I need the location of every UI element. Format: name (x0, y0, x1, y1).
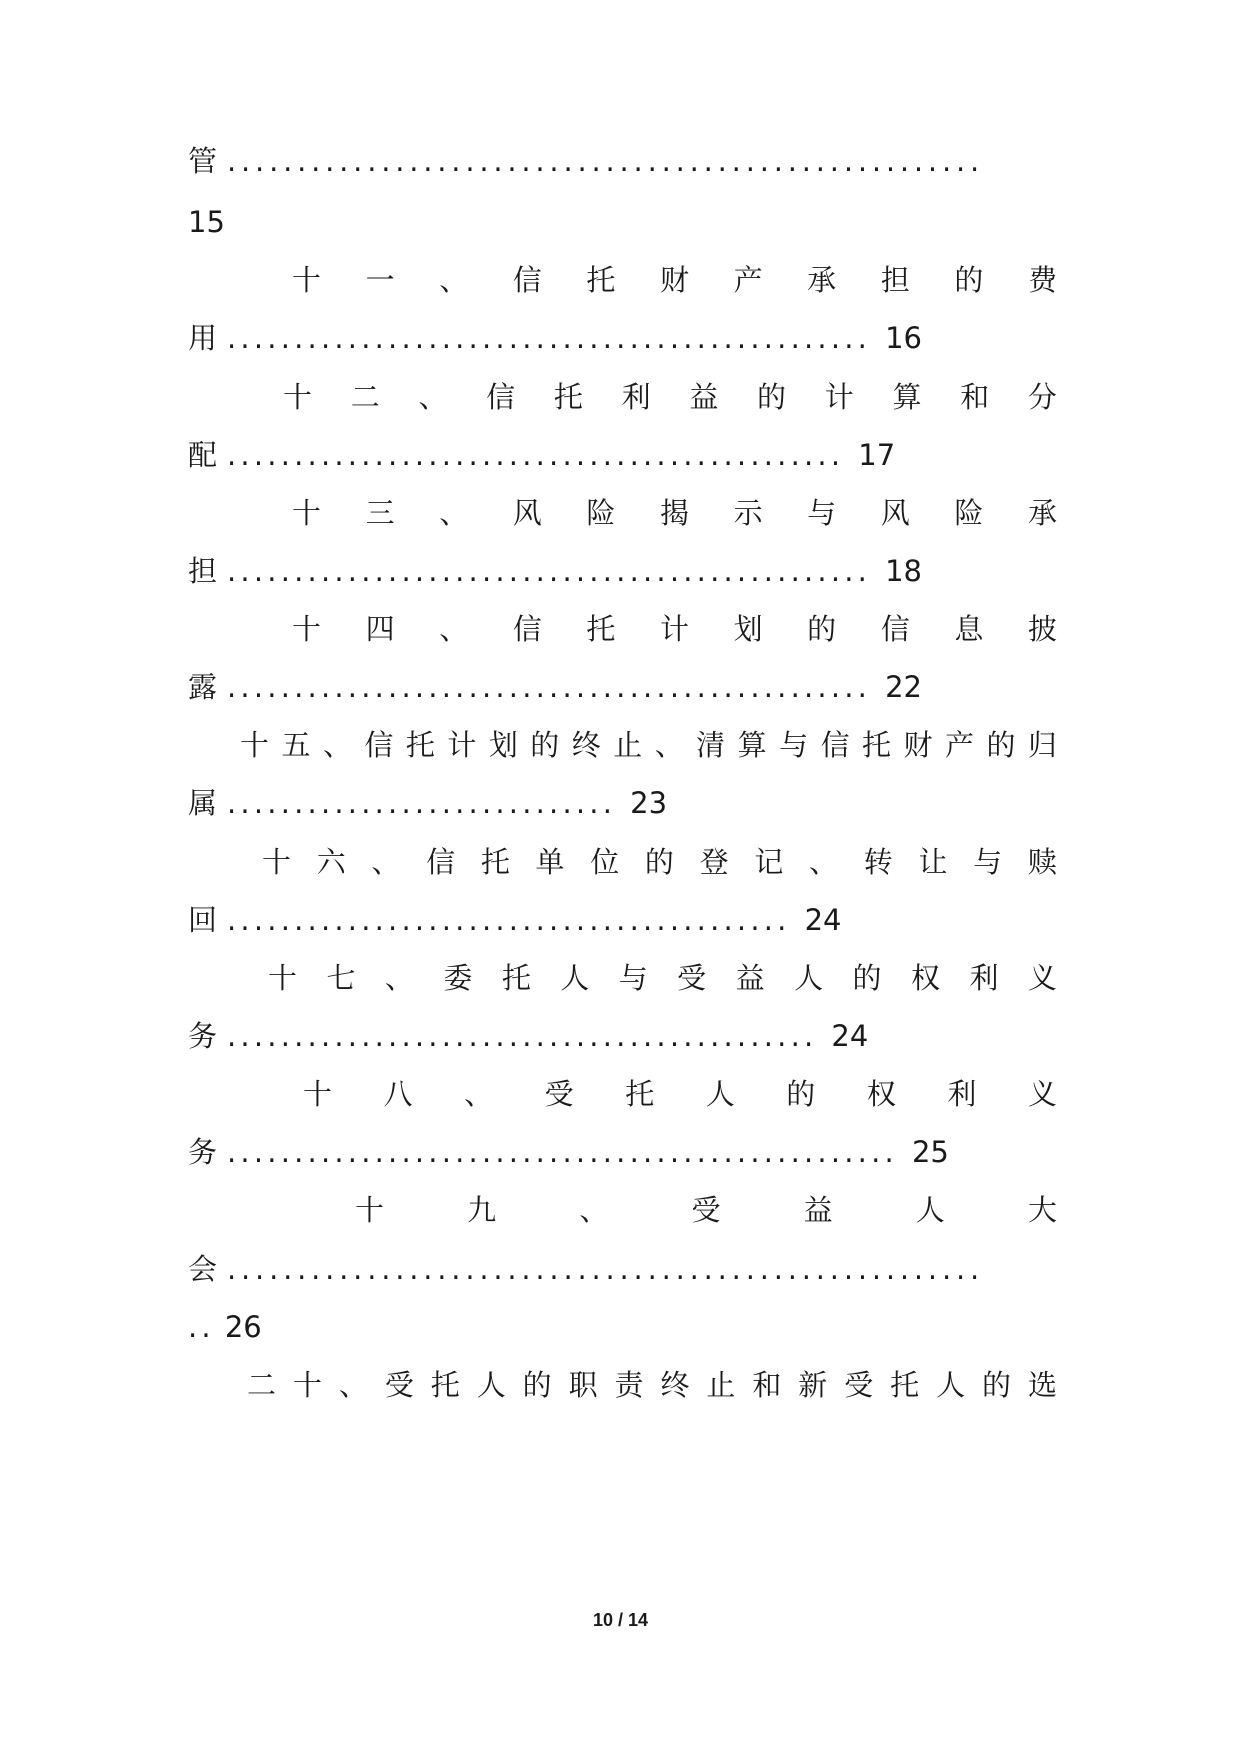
toc-title-char: 义 (1027, 1077, 1057, 1111)
page-footer (0, 1610, 1241, 1631)
toc-title-char: 、 (809, 845, 839, 879)
toc-title-char: 计 (447, 728, 477, 762)
toc-entry-title (355, 1190, 1057, 1230)
toc-title-char: 义 (1027, 961, 1057, 995)
toc-title-tail: 务 (188, 1019, 218, 1053)
toc-title-char: 转 (863, 845, 893, 879)
toc-title-char: 的 (757, 380, 787, 414)
toc-title-char: 止 (613, 728, 643, 762)
toc-title-char: 托 (625, 1077, 655, 1111)
toc-title-char: 益 (689, 380, 719, 414)
toc-title-char: 信 (512, 612, 542, 646)
toc-title-char: 十 (283, 380, 313, 414)
toc-title-char: 算 (737, 728, 767, 762)
toc-title-char: 托 (405, 728, 435, 762)
toc-title-char: 人 (794, 961, 824, 995)
toc-title-char: 归 (1027, 728, 1057, 762)
toc-line (188, 1249, 1057, 1289)
toc-leader-dots: .............................................. (227, 438, 845, 472)
toc-title-char: 止 (706, 1368, 736, 1402)
toc-page-number: 18 (885, 554, 922, 588)
toc-title-char: 委 (443, 961, 473, 995)
toc-title-char: 、 (654, 728, 684, 762)
toc-title-char: 、 (322, 728, 352, 762)
toc-title-char: 受 (384, 1368, 414, 1402)
toc-title-tail: 务 (188, 1135, 218, 1169)
toc-title-char: 的 (530, 728, 560, 762)
toc-title-char: 费 (1027, 263, 1057, 297)
toc-page-number: 16 (885, 321, 922, 355)
toc-title-char: 披 (1027, 612, 1057, 646)
toc-leader-dots: .................................................. (227, 1135, 898, 1169)
toc-entry-title (303, 1074, 1057, 1114)
toc-title-char: 风 (512, 496, 542, 530)
toc-title-char: 风 (880, 496, 910, 530)
toc-title-char: 十 (292, 1368, 322, 1402)
toc-title-char: 信 (364, 728, 394, 762)
toc-page-number: 22 (885, 670, 922, 704)
toc-entry-title (247, 1365, 1057, 1405)
toc-title-tail: 管 (188, 144, 218, 178)
toc-title-char: 、 (439, 263, 469, 297)
toc-line (188, 1016, 1057, 1056)
toc-title-char: 产 (944, 728, 974, 762)
toc-title-char: 、 (464, 1077, 494, 1111)
toc-title-char: 九 (467, 1193, 497, 1227)
toc-page-number: 15 (188, 205, 225, 239)
toc-title-char: 七 (326, 961, 356, 995)
toc-leader-dots: .. (188, 1310, 215, 1344)
toc-title-char: 大 (1027, 1193, 1057, 1227)
toc-title-char: 赎 (1027, 845, 1057, 879)
toc-title-char: 息 (954, 612, 984, 646)
toc-title-char: 十 (303, 1077, 333, 1111)
toc-title-tail: 属 (188, 786, 218, 820)
toc-title-char: 受 (544, 1077, 574, 1111)
toc-title-char: 险 (954, 496, 984, 530)
toc-entry-title (292, 609, 1057, 649)
toc-title-char: 划 (733, 612, 763, 646)
toc-title-char: 托 (430, 1368, 460, 1402)
toc-title-char: 计 (824, 380, 854, 414)
toc-title-char: 让 (918, 845, 948, 879)
toc-title-char: 信 (426, 845, 456, 879)
toc-leader-dots: ................................................ (227, 670, 872, 704)
toc-title-char: 托 (586, 612, 616, 646)
toc-page-number: 24 (831, 1019, 869, 1053)
toc-title-char: 的 (982, 1368, 1012, 1402)
toc-leader-dots: ................................................ (227, 321, 872, 355)
toc-title-char: 十 (268, 961, 298, 995)
toc-title-char: 险 (586, 496, 616, 530)
toc-line (188, 551, 1057, 591)
toc-title-char: 利 (947, 1077, 977, 1111)
toc-title-char: 十 (292, 263, 322, 297)
toc-title-char: 和 (960, 380, 990, 414)
toc-title-char: 六 (316, 845, 346, 879)
toc-title-tail: 会 (188, 1252, 218, 1286)
toc-page-number: 24 (804, 903, 842, 937)
toc-title-char: 财 (903, 728, 933, 762)
toc-title-char: 信 (880, 612, 910, 646)
toc-line (188, 783, 1057, 823)
toc-line (188, 435, 1057, 475)
toc-leader-dots: .......................................... (227, 903, 791, 937)
toc-entry-title (292, 260, 1057, 300)
toc-title-char: 揭 (659, 496, 689, 530)
toc-title-char: 和 (752, 1368, 782, 1402)
toc-title-char: 权 (866, 1077, 896, 1111)
toc-title-char: 托 (553, 380, 583, 414)
toc-title-char: 信 (512, 263, 542, 297)
toc-title-char: 利 (621, 380, 651, 414)
toc-line (188, 1307, 1057, 1347)
toc-title-tail: 用 (188, 321, 218, 355)
toc-title-char: 记 (754, 845, 784, 879)
toc-title-char: 财 (659, 263, 689, 297)
toc-title-char: 与 (779, 728, 809, 762)
toc-line (188, 141, 1057, 181)
toc-title-char: 与 (807, 496, 837, 530)
toc-title-char: 与 (973, 845, 1003, 879)
toc-title-char: 信 (820, 728, 850, 762)
toc-title-char: 人 (915, 1193, 945, 1227)
toc-title-char: 终 (571, 728, 601, 762)
toc-title-char: 信 (486, 380, 516, 414)
toc-title-char: 二 (350, 380, 380, 414)
toc-entry-title (268, 958, 1057, 998)
toc-page-number: 17 (858, 438, 896, 472)
toc-page-number: 23 (630, 786, 668, 820)
toc-title-char: 、 (579, 1193, 609, 1227)
toc-title-char: 受 (677, 961, 707, 995)
toc-title-char: 五 (281, 728, 311, 762)
toc-title-char: 算 (892, 380, 922, 414)
toc-title-char: 分 (1027, 380, 1057, 414)
toc-title-char: 托 (501, 961, 531, 995)
toc-title-char: 受 (844, 1368, 874, 1402)
toc-title-char: 新 (798, 1368, 828, 1402)
toc-title-char: 四 (365, 612, 395, 646)
toc-title-char: 一 (365, 263, 395, 297)
toc-title-char: 示 (733, 496, 763, 530)
toc-title-char: 十 (292, 496, 322, 530)
toc-title-tail: 露 (188, 670, 218, 704)
toc-title-char: 承 (1027, 496, 1057, 530)
toc-title-char: 选 (1027, 1368, 1057, 1402)
toc-title-char: 计 (659, 612, 689, 646)
toc-title-char: 益 (803, 1193, 833, 1227)
page-indicator: 10 / 14 (592, 1610, 649, 1630)
toc-page-number: 25 (911, 1135, 949, 1169)
toc-line (188, 900, 1057, 940)
toc-title-char: 、 (439, 612, 469, 646)
toc-title-char: 、 (338, 1368, 368, 1402)
toc-title-char: 托 (862, 728, 892, 762)
toc-title-char: 人 (936, 1368, 966, 1402)
toc-entry-title (292, 493, 1057, 533)
toc-entry-title (262, 842, 1057, 882)
toc-title-char: 八 (383, 1077, 413, 1111)
toc-title-char: 、 (384, 961, 414, 995)
toc-title-char: 的 (786, 1077, 816, 1111)
toc-leader-dots: ................................................ (227, 554, 872, 588)
toc-title-char: 的 (807, 612, 837, 646)
toc-title-tail: 配 (188, 438, 218, 472)
toc-title-char: 的 (522, 1368, 552, 1402)
toc-title-char: 、 (418, 380, 448, 414)
toc-line (188, 202, 1057, 242)
toc-title-char: 单 (535, 845, 565, 879)
toc-title-char: 责 (614, 1368, 644, 1402)
toc-title-char: 十 (355, 1193, 385, 1227)
toc-title-char: 终 (660, 1368, 690, 1402)
toc-title-char: 十 (262, 845, 292, 879)
toc-title-char: 与 (618, 961, 648, 995)
toc-line (188, 1132, 1057, 1172)
toc-title-char: 益 (735, 961, 765, 995)
toc-title-char: 人 (560, 961, 590, 995)
toc-title-char: 、 (371, 845, 401, 879)
toc-title-char: 承 (807, 263, 837, 297)
toc-title-char: 托 (890, 1368, 920, 1402)
toc-title-tail: 担 (188, 554, 218, 588)
toc-title-char: 的 (954, 263, 984, 297)
toc-title-char: 担 (880, 263, 910, 297)
toc-page-number: 26 (224, 1310, 262, 1344)
toc-title-char: 托 (480, 845, 510, 879)
toc-title-char: 三 (365, 496, 395, 530)
toc-title-char: 人 (476, 1368, 506, 1402)
toc-leader-dots: ...................................................... (227, 144, 985, 178)
toc-title-char: 划 (488, 728, 518, 762)
toc-leader-dots: ............................................ (227, 1019, 818, 1053)
toc-line (188, 318, 1057, 358)
toc-title-char: 权 (910, 961, 940, 995)
toc-title-char: 二 (247, 1368, 277, 1402)
toc-line (188, 667, 1057, 707)
toc-title-char: 的 (986, 728, 1016, 762)
toc-title-char: 产 (733, 263, 763, 297)
toc-entry-title (283, 377, 1057, 417)
toc-entry-title (240, 725, 1057, 765)
toc-title-char: 受 (691, 1193, 721, 1227)
toc-title-char: 十 (292, 612, 322, 646)
toc-title-tail: 回 (188, 903, 218, 937)
toc-title-char: 人 (705, 1077, 735, 1111)
toc-title-char: 的 (644, 845, 674, 879)
toc-title-char: 职 (568, 1368, 598, 1402)
toc-title-char: 位 (590, 845, 620, 879)
toc-title-char: 清 (696, 728, 726, 762)
toc-title-char: 登 (699, 845, 729, 879)
toc-title-char: 托 (586, 263, 616, 297)
toc-title-char: 利 (969, 961, 999, 995)
toc-title-char: 、 (439, 496, 469, 530)
toc-title-char: 十 (240, 728, 270, 762)
toc-title-char: 的 (852, 961, 882, 995)
toc-leader-dots: ...................................................... (227, 1252, 985, 1286)
toc-leader-dots: ............................. (227, 786, 617, 820)
